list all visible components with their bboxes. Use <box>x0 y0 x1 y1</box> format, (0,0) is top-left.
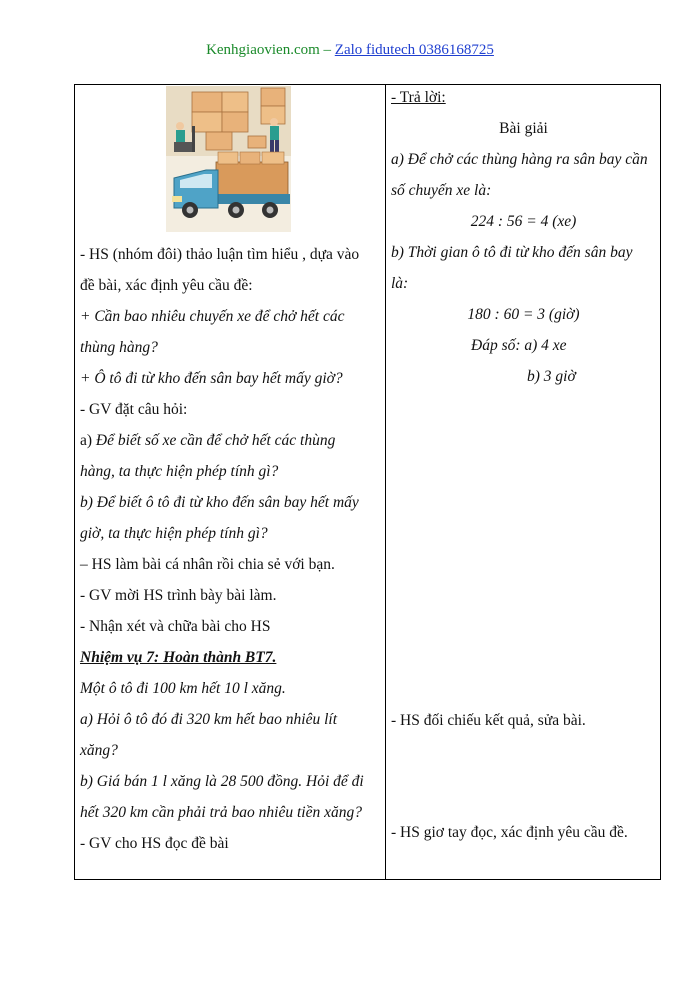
site-name[interactable]: Kenhgiaovien.com <box>206 42 320 58</box>
calc-a: 224 : 56 = 4 (xe) <box>470 213 577 230</box>
left-line: – HS làm bài cá nhân rồi chia sẻ với bạn. <box>80 556 335 573</box>
right-line: số chuyến xe là: <box>391 182 492 199</box>
left-line: b) Để biết ô tô đi từ kho đến sân bay hết mấy <box>80 494 359 511</box>
left-line: xăng? <box>80 742 118 759</box>
left-line: đề bài, xác định yêu cầu đề: <box>80 277 253 294</box>
question-a-text: Để biết số xe cần để chở hết các thùng <box>95 432 336 449</box>
answer-label: - Trả lời: <box>391 89 446 106</box>
answer-b: b) 3 giờ <box>527 368 576 385</box>
left-line: - GV mời HS trình bày bài làm. <box>80 587 277 604</box>
column-divider <box>385 84 386 880</box>
right-line: b) Thời gian ô tô đi từ kho đến sân bay <box>391 244 633 261</box>
page-header <box>0 42 700 59</box>
right-line: - HS đối chiếu kết quả, sửa bài. <box>391 712 586 729</box>
left-line: - GV cho HS đọc đề bài <box>80 835 229 852</box>
right-line: là: <box>391 275 409 292</box>
left-line: b) Giá bán 1 l xăng là 28 500 đồng. Hỏi để đi <box>80 773 364 790</box>
left-line: - HS (nhóm đôi) thảo luận tìm hiểu , dựa vào <box>80 246 360 263</box>
left-line: - GV đặt câu hỏi: <box>80 401 188 418</box>
question-a-prefix: a) <box>80 432 96 449</box>
left-line: hết 320 km cần phải trả bao nhiêu tiền xăng? <box>80 804 362 821</box>
header-dash: – <box>319 42 335 58</box>
left-line <box>80 425 379 456</box>
left-line: Một ô tô đi 100 km hết 10 l xăng. <box>80 680 286 697</box>
right-line: - HS giơ tay đọc, xác định yêu cầu đề. <box>391 824 628 841</box>
left-line: + Ô tô đi từ kho đến sân bay hết mấy giờ? <box>80 370 343 387</box>
answer-a: Đáp số: a) 4 xe <box>471 337 567 354</box>
zalo-link[interactable]: Zalo fidutech 0386168725 <box>334 42 494 58</box>
calc-b: 180 : 60 = 3 (giờ) <box>467 306 580 323</box>
left-line: thùng hàng? <box>80 339 158 356</box>
left-line: giờ, ta thực hiện phép tính gì? <box>80 525 268 542</box>
solution-title: Bài giải <box>499 120 548 137</box>
left-line: hàng, ta thực hiện phép tính gì? <box>80 463 279 480</box>
right-line: a) Để chở các thùng hàng ra sân bay cần <box>391 151 648 168</box>
truck-warehouse-illustration <box>166 86 291 232</box>
left-line: - Nhận xét và chữa bài cho HS <box>80 618 271 635</box>
left-line: a) Hỏi ô tô đó đi 320 km hết bao nhiêu lít <box>80 711 338 728</box>
left-line: + Cần bao nhiêu chuyến xe để chở hết các <box>80 308 345 325</box>
task-heading: Nhiệm vụ 7: Hoàn thành BT7. <box>80 649 277 666</box>
